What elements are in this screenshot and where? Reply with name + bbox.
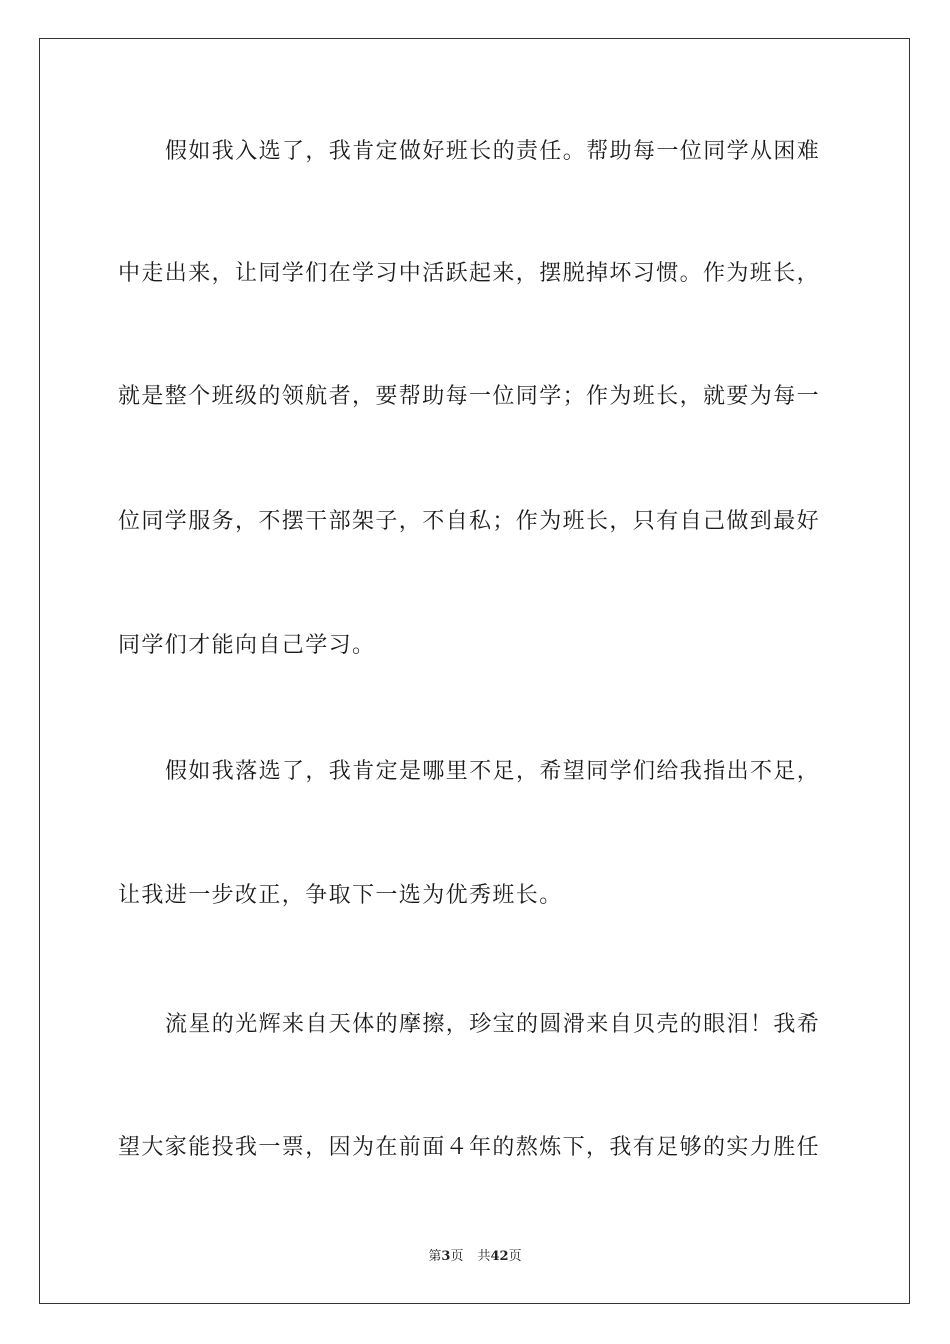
paragraph-1-line-4: 位同学服务，不摆干部架子，不自私；作为班长，只有自己做到最好 [118,509,821,534]
paragraph-1-line-2: 中走出来，让同学们在学习中活跃起来，摆脱掉坏习惯。作为班长， [118,261,821,286]
paragraph-1-line-5: 同学们才能向自己学习。 [118,633,376,658]
paragraph-3-line-2: 望大家能投我一票，因为在前面４年的熬炼下，我有足够的实力胜任 [118,1135,821,1160]
page-prefix: 第 [428,1249,442,1264]
page-footer [0,1248,950,1266]
page-border [39,38,910,1304]
paragraph-2-line-2: 让我进一步改正，争取下一选为优秀班长。 [118,883,563,908]
page-suffix: 页 [450,1249,464,1264]
page-number: 3 [441,1249,451,1264]
paragraph-1-line-3: 就是整个班级的领航者，要帮助每一位同学；作为班长，就要为每一 [118,384,821,409]
paragraph-1-line-1: 假如我入选了，我肯定做好班长的责任。帮助每一位同学从困难 [165,139,821,164]
paragraph-3-line-1: 流星的光辉来自天体的摩擦，珍宝的圆滑来自贝壳的眼泪！我希 [165,1012,821,1037]
total-suffix: 页 [508,1249,522,1264]
total-prefix: 共 [477,1249,491,1264]
paragraph-2-line-1: 假如我落选了，我肯定是哪里不足，希望同学们给我指出不足， [165,759,821,784]
total-pages: 42 [490,1249,509,1264]
